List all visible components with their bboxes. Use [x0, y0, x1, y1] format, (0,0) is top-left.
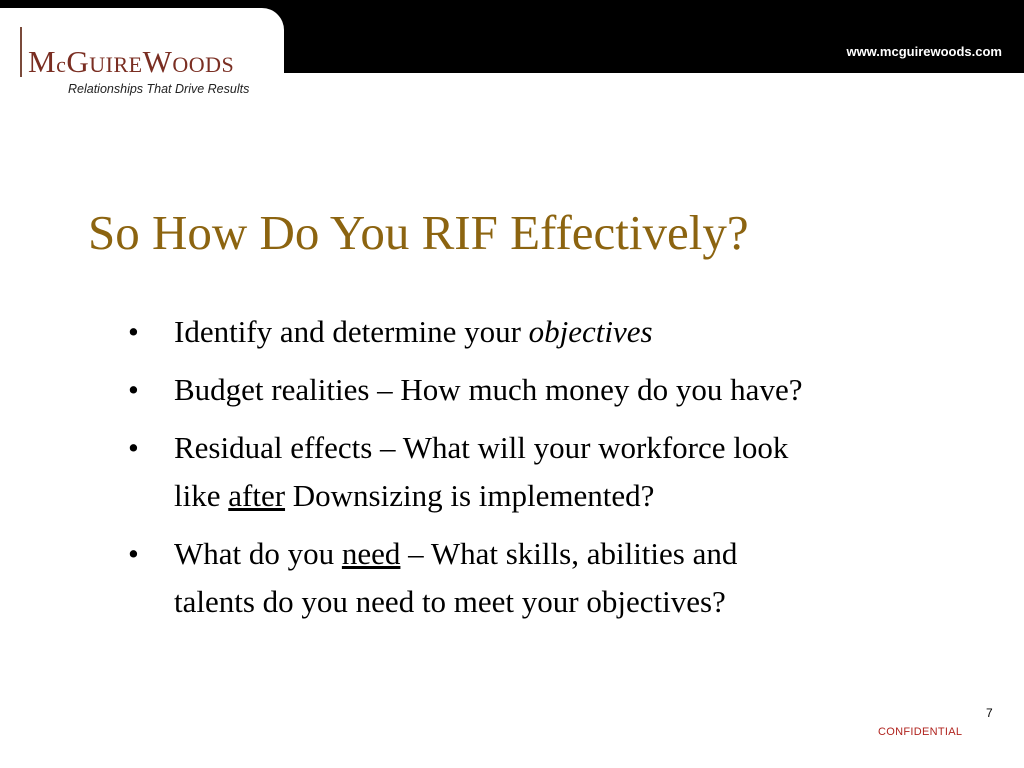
- bullet-italic-text: objectives: [528, 314, 653, 349]
- bullet-list: [128, 308, 998, 636]
- bullet-item: [128, 530, 998, 626]
- bullet-item: [128, 366, 998, 414]
- bullet-dot: •: [128, 372, 139, 407]
- logo-letter-c: c: [56, 52, 67, 77]
- logo-letter-g: G: [66, 44, 90, 79]
- page-number: 7: [986, 706, 993, 720]
- bullet-text-line: [174, 530, 998, 578]
- bullet-underlined-text: after: [228, 478, 286, 513]
- bullet-dot: •: [128, 430, 139, 465]
- logo-letter-m: M: [28, 44, 57, 79]
- bullet-text: What do you: [174, 536, 342, 571]
- bullet-text-line: talents do you need to meet your objectives?: [174, 584, 726, 619]
- bullet-text: like: [174, 478, 229, 513]
- bullet-underlined-text: need: [341, 536, 401, 571]
- website-url: www.mcguirewoods.com: [846, 44, 1002, 59]
- slide-title: So How Do You RIF Effectively?: [88, 205, 749, 260]
- bullet-text: Identify and determine your: [174, 314, 529, 349]
- company-logo: [28, 46, 234, 77]
- bullet-text: Budget realities – How much money do you have?: [174, 372, 803, 407]
- bullet-dot: •: [128, 536, 139, 571]
- bullet-item: [128, 308, 998, 356]
- bullet-text-line: [174, 472, 998, 520]
- logo-tagline: Relationships That Drive Results: [68, 82, 250, 96]
- logo-letters-oods: OODS: [172, 52, 235, 77]
- bullet-dot: •: [128, 314, 139, 349]
- bullet-text-line: Residual effects – What will your workforce look: [174, 430, 789, 465]
- confidential-label: CONFIDENTIAL: [878, 726, 963, 738]
- logo-letters-uire: UIRE: [89, 52, 143, 77]
- logo-letter-w: W: [142, 44, 173, 79]
- bullet-text: Downsizing is implemented?: [285, 478, 655, 513]
- bullet-item: [128, 424, 998, 520]
- bullet-text: – What skills, abilities and: [400, 536, 738, 571]
- logo-divider: [20, 27, 22, 77]
